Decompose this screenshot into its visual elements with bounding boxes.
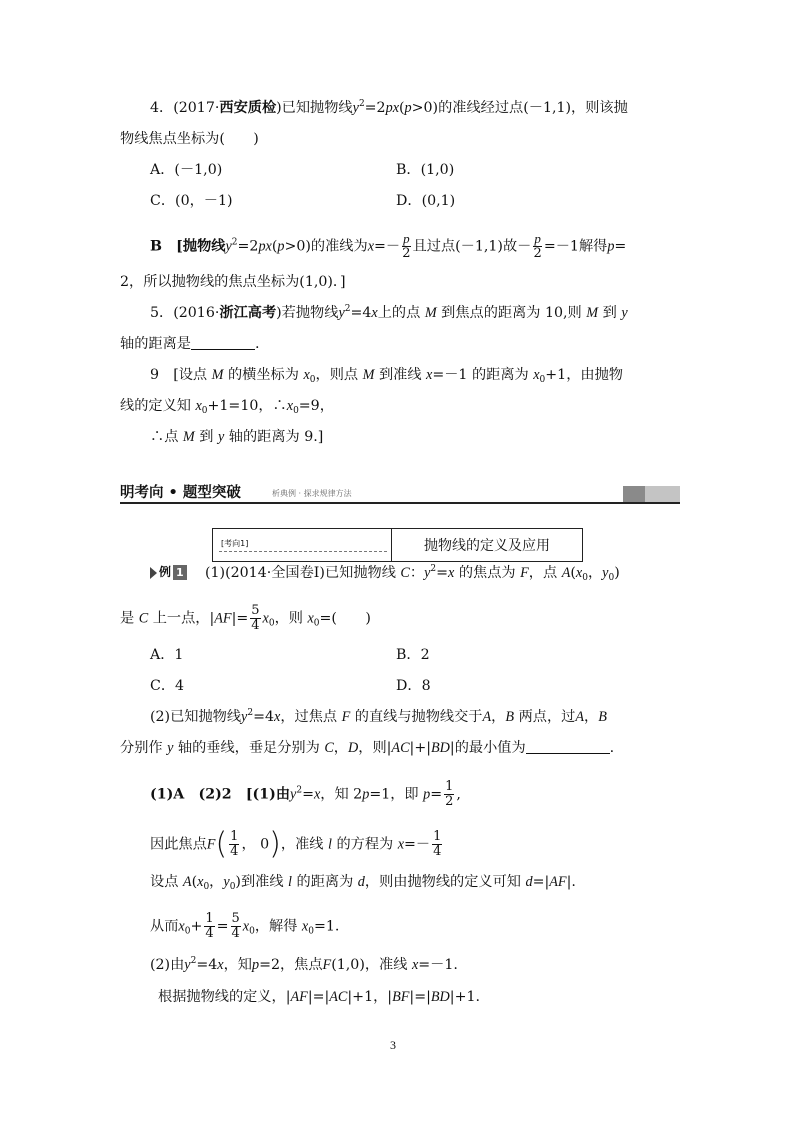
q4-option-c: C．(0，－1)	[150, 193, 233, 209]
q4-option-b: B．(1,0)	[396, 162, 455, 178]
fraction-1-over-2: $\frac{1}{2}$	[445, 779, 454, 809]
solution-line-3: 设点 $A(x_0$，$y_0$)到准线 l 的距离为 d，则由抛物线的定义可知 d=|AF|.	[150, 874, 576, 892]
section-header	[120, 484, 680, 504]
solution-line-4: 从而$x_0+$ $\frac{1}{4}$ = $\frac{5}{4}$ $x_0$，解得 $x_0=1$.	[150, 911, 340, 941]
q4-line-1: 4．(2017·西安质检)已知抛物线$y^2=2px(p>0)$的准线经过点(－1,1)，则该抛	[150, 99, 628, 116]
example-line-2: 是 C 上一点，|AF|= $\frac{5}{4}$ $x_0$，则 $x_0=$( )	[120, 603, 371, 633]
q5-answer-line-3: ∴点 M 到 y 轴的距离为 9.]	[150, 429, 324, 445]
topic-title: 抛物线的定义及应用	[424, 538, 550, 554]
decorative-bar	[645, 486, 680, 502]
topic-box	[212, 528, 583, 562]
example-option-c: C．4	[150, 678, 185, 694]
example-part2-line-2: 分别作 y 轴的垂线，垂足分别为 C，D，则|AC|+|BD|的最小值为 .	[120, 740, 615, 756]
q5-answer-line-1: 9 [设点 M 的横坐标为 $x_0$，则点 M 到准线 x=－1 的距离为 $x_0+1$，由抛物	[150, 367, 623, 385]
topic-tag: [考向1]	[221, 539, 249, 548]
section-divider	[120, 502, 680, 504]
q4-answer-line-1: B [抛物线$y^2=2px(p>0)$的准线为x=－ $\frac{p}{2}$ 且过点(－1,1)故－ $\frac{p}{2}$ =－1解得p=	[150, 231, 627, 261]
q5-line-2: 轴的距离是 .	[120, 336, 260, 352]
answer-blank[interactable]	[526, 753, 610, 754]
fraction-5-over-4: $\frac{5}{4}$	[251, 603, 260, 633]
decorative-bar	[623, 486, 645, 502]
solution-line-6: 根据抛物线的定义，|AF|=|AC|+1，|BF|=|BD|+1.	[158, 989, 481, 1005]
answer-blank[interactable]	[191, 349, 255, 350]
q4-option-a: A．(－1,0)	[150, 162, 223, 178]
q4-option-d: D．(0,1)	[396, 193, 456, 209]
example-line-1: (1)(2014·全国卷Ⅰ)已知抛物线 C：$y^2=x$ 的焦点为 F，点 $A(x_0$，$y_0$)	[205, 564, 620, 583]
fraction-p-over-2: $\frac{p}{2}$	[533, 231, 542, 261]
page-number: 3	[390, 1038, 396, 1052]
fraction-5-over-4: $\frac{5}{4}$	[231, 911, 240, 941]
q5-line-1: 5．(2016·浙江高考)若抛物线$y^2=4x$上的点 M 到焦点的距离为 10,则 M 到 y	[150, 304, 628, 321]
fraction-1-over-4: $\frac{1}{4}$	[205, 911, 214, 941]
solution-line-5: (2)由$y^2=4x$，知p=2，焦点F(1,0)，准线 x=－1.	[150, 956, 458, 973]
solution-line-1: (1)A (2)2 [(1)由$y^2=x$，知 2p=1，即 p= $\frac{1}{2}$ ,	[150, 779, 461, 809]
q5-answer-line-2: 线的定义知 $x_0+1=10$，$\therefore x_0=9$，	[120, 398, 334, 416]
q4-line-2: 物线焦点坐标为( )	[120, 131, 259, 147]
example-option-b: B．2	[396, 647, 430, 663]
example-part2-line-1: (2)已知抛物线$y^2=4x$，过焦点 F 的直线与抛物线交于A，B 两点，过A，B	[150, 708, 607, 725]
q4-answer-line-2: 2，所以抛物线的焦点坐标为(1,0)．]	[120, 274, 346, 290]
example-label: 例 1	[150, 565, 187, 580]
example-option-d: D．8	[396, 678, 431, 694]
triangle-icon	[150, 567, 157, 579]
fraction-1-over-4: $\frac{1}{4}$	[230, 829, 239, 859]
section-title: 明考向 • 题型突破	[120, 485, 241, 501]
fraction-1-over-4: $\frac{1}{4}$	[433, 829, 442, 859]
dashed-divider	[219, 551, 387, 552]
solution-line-2: 因此焦点F( $\frac{1}{4}$ ， 0)，准线 l 的方程为 x=－ $\frac{1}{4}$	[150, 826, 442, 862]
example-option-a: A．1	[150, 647, 184, 663]
section-subtitle: 析典例 · 探求规律方法	[272, 489, 352, 498]
fraction-p-over-2: $\frac{p}{2}$	[402, 231, 411, 261]
